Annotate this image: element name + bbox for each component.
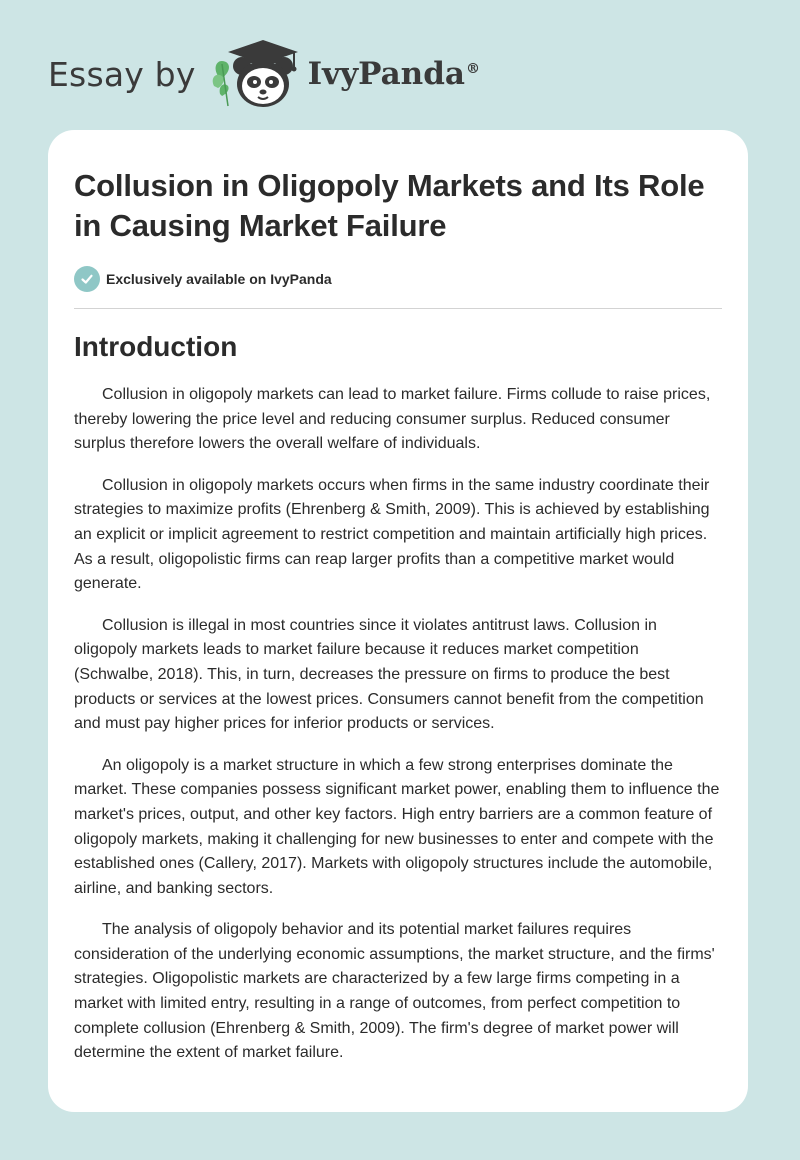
paragraph-2: Collusion in oligopoly markets occurs when firms in the same industry coordinate their strategies to maximize profits (Ehrenberg & Smith, 2009). This is achieved by establishing an explicit or implicit agreement to restrict competition and maintain artificially high prices. As a result, oligopolistic firms can reap larger profits than a competitive market would generate. xyxy=(74,476,710,593)
essay-card xyxy=(48,130,748,1112)
paragraph-3: Collusion is illegal in most countries since it violates antitrust laws. Collusion in oligopoly markets leads to market failure because it reduces market competition (Schwalbe, 2018). This, in turn, decreases the pressure on firms to produce the best products or services at the lowest prices. Consumers cannot benefit from the competition and must pay higher prices for inferior products or services. xyxy=(74,616,704,733)
paragraph-1: Collusion in oligopoly markets can lead to market failure. Firms collude to raise prices, thereby lowering the price level and reducing consumer surplus. Reduced consumer surplus therefore lowers the overall welfare of individuals. xyxy=(74,386,711,453)
brand-name: IvyPanda® xyxy=(307,56,480,92)
site-brand[interactable] xyxy=(48,36,480,112)
exclusive-badge-label: Exclusively available on IvyPanda xyxy=(106,271,332,287)
page-title: Collusion in Oligopoly Markets and Its Role in Causing Market Failure xyxy=(74,168,705,243)
brand-prefix: Essay by xyxy=(48,54,196,94)
check-circle-icon xyxy=(74,266,100,292)
paragraph-5: The analysis of oligopoly behavior and its potential market failures requires consideration of the underlying economic assumptions, the market structure, and the firms' strategies. Oligopolistic markets are characterized by a few large firms competing in a market with limited entry, resulting in a range of outcomes, from perfect competition to complete collusion (Ehrenberg & Smith, 2009). The firm's degree of market power will determine the extent of market failure. xyxy=(74,921,715,1062)
exclusive-badge xyxy=(74,266,722,309)
section-heading: Introduction xyxy=(74,331,238,362)
panda-graduation-cap-icon xyxy=(210,36,306,112)
paragraph-4: An oligopoly is a market structure in which a few strong enterprises dominate the market. These companies possess significant market power, enabling them to influence the market's prices, output, and other key factors. High entry barriers are a common feature of oligopoly markets, making it challenging for new businesses to enter and compete with the established ones (Callery, 2017). Markets with oligopoly structures include the automobile, airline, and banking sectors. xyxy=(74,756,720,897)
